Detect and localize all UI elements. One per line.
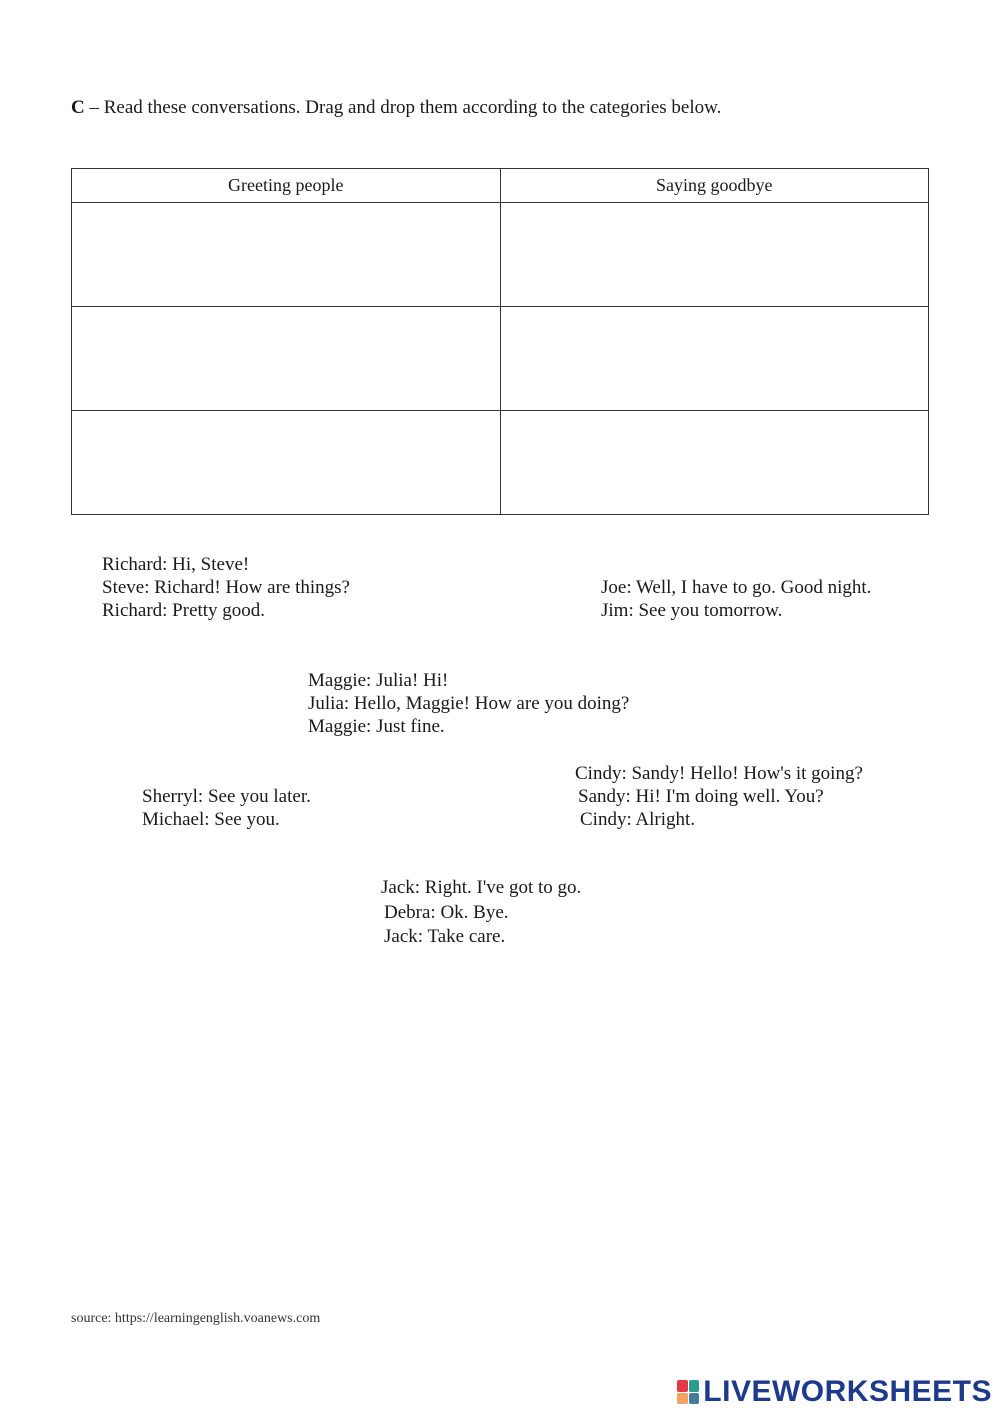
category-table xyxy=(71,168,929,515)
conversation-line: Debra: Ok. Bye. xyxy=(384,901,509,923)
liveworksheets-logo xyxy=(677,1375,992,1409)
conversation-card[interactable] xyxy=(142,785,311,831)
drop-zone-goodbye-3[interactable] xyxy=(500,411,929,515)
conversation-line: Steve: Richard! How are things? xyxy=(102,577,350,598)
conversation-line: Maggie: Just fine. xyxy=(308,716,445,737)
conversation-card[interactable] xyxy=(308,669,629,738)
conversation-card[interactable] xyxy=(601,576,871,622)
instruction-text: – Read these conversations. Drag and drop them according to the categories below. xyxy=(84,97,722,118)
instruction xyxy=(71,97,721,119)
source-credit: source: https://learningenglish.voanews.com xyxy=(71,1311,321,1326)
conversation-line: Richard: Pretty good. xyxy=(102,600,266,621)
drop-zone-greeting-2[interactable] xyxy=(72,307,501,411)
drop-zone-greeting-1[interactable] xyxy=(72,203,501,307)
conversation-card[interactable] xyxy=(575,762,863,831)
logo-square-icon xyxy=(689,1380,700,1392)
drop-zone-goodbye-2[interactable] xyxy=(500,307,929,411)
conversation-line: Sherryl: See you later. xyxy=(142,786,311,807)
logo-square-icon xyxy=(677,1393,688,1405)
conversation-line: Maggie: Julia! Hi! xyxy=(308,670,449,691)
logo-square-icon xyxy=(689,1393,700,1405)
conversation-line: Julia: Hello, Maggie! How are you doing? xyxy=(308,693,630,714)
conversation-line: Cindy: Sandy! Hello! How's it going? xyxy=(575,763,863,784)
conversation-line: Jim: See you tomorrow. xyxy=(601,600,783,621)
conversation-line: Richard: Hi, Steve! xyxy=(102,554,250,575)
drop-zone-greeting-3[interactable] xyxy=(72,411,501,515)
header-goodbye: Saying goodbye xyxy=(500,169,929,203)
conversation-card[interactable] xyxy=(381,876,581,950)
logo-square-icon xyxy=(677,1380,688,1392)
header-greeting: Greeting people xyxy=(72,169,501,203)
conversation-line: Michael: See you. xyxy=(142,809,280,830)
conversation-line: Sandy: Hi! I'm doing well. You? xyxy=(578,786,824,807)
conversation-line: Jack: Right. I've got to go. xyxy=(381,877,582,898)
conversation-card[interactable] xyxy=(102,553,350,622)
instruction-letter: C xyxy=(71,97,85,118)
drop-zone-goodbye-1[interactable] xyxy=(500,203,929,307)
logo-mark-icon xyxy=(677,1380,699,1404)
conversation-line: Joe: Well, I have to go. Good night. xyxy=(601,577,872,598)
conversation-line: Jack: Take care. xyxy=(384,926,506,947)
conversation-line: Cindy: Alright. xyxy=(580,809,696,830)
logo-text: LIVEWORKSHEETS xyxy=(703,1375,992,1408)
